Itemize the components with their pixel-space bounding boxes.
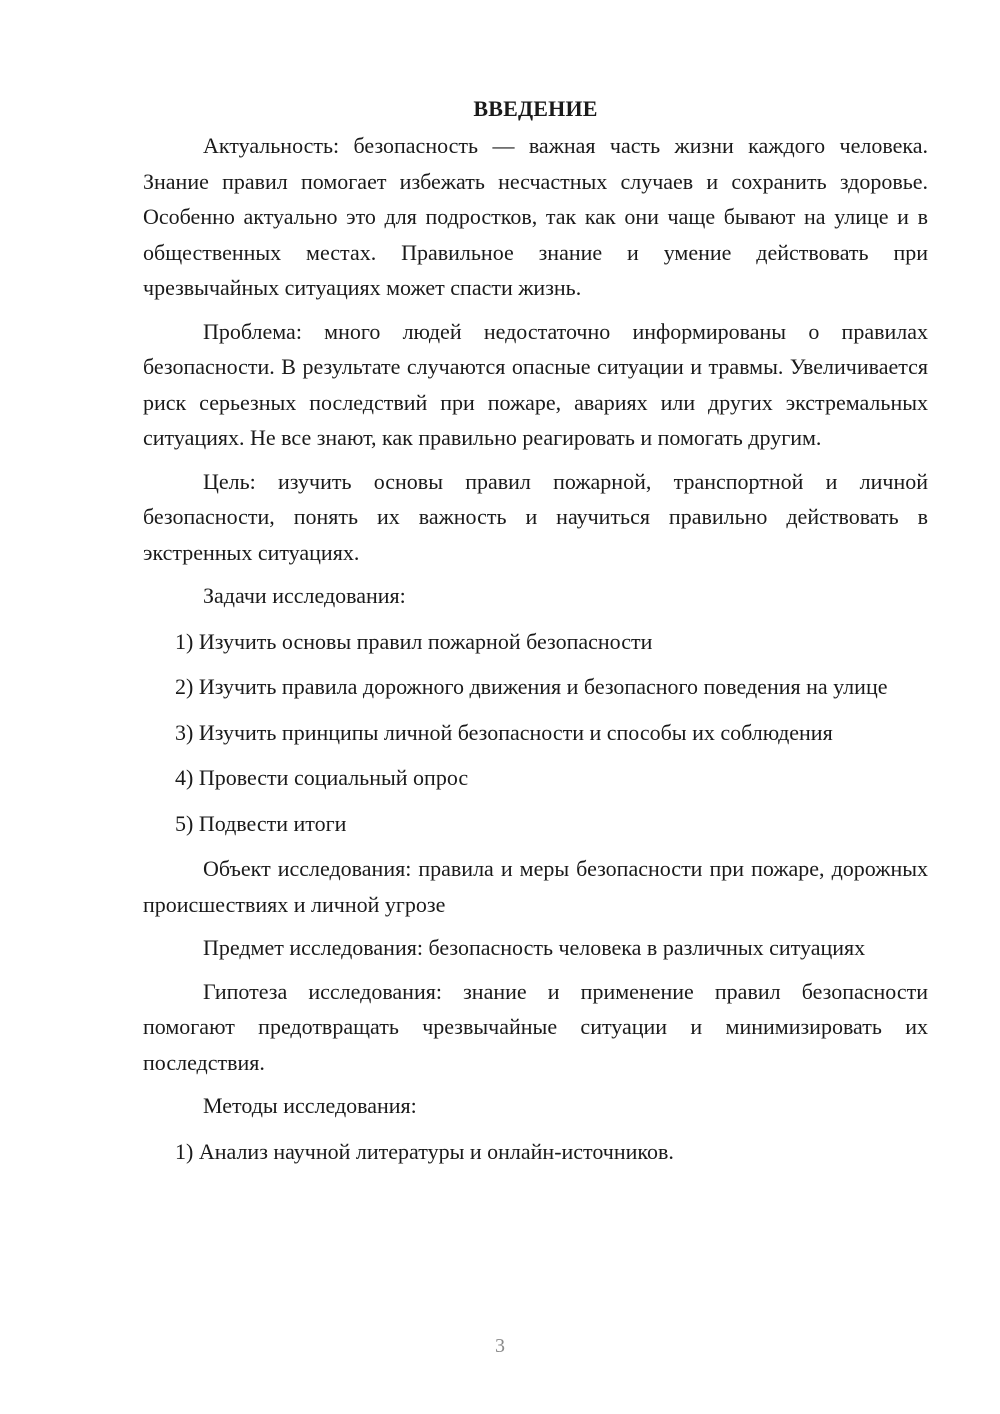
relevance-paragraph: Актуальность: безопасность — важная часть жизни каждого человека. Знание правил помогает избежать несчастных случаев и сохранить здоровье. Особенно актуально это для подростков, так как они чаще бывают на улице и в общественных местах. Правильное знание и умение действовать при чрезвычайных ситуациях может спасти жизнь.	[143, 133, 928, 300]
document-page	[143, 92, 928, 1179]
methods-heading: Методы исследования:	[203, 1093, 417, 1118]
tasks-heading: Задачи исследования:	[203, 583, 406, 608]
method-item-1: 1) Анализ научной литературы и онлайн-источников.	[175, 1138, 674, 1164]
object-paragraph: Объект исследования: правила и меры безопасности при пожаре, дорожных происшествиях и личной угрозе	[143, 856, 928, 917]
page-number: 3	[495, 1335, 505, 1357]
task-item-1: 1) Изучить основы правил пожарной безопасности	[175, 628, 653, 654]
subject-paragraph: Предмет исследования: безопасность человека в различных ситуациях	[203, 935, 866, 960]
hypothesis-paragraph: Гипотеза исследования: знание и применение правил безопасности помогают предотвращать чрезвычайные ситуации и минимизировать их последствия.	[143, 978, 928, 1075]
task-item-5: 5) Подвести итоги	[175, 810, 347, 836]
task-item-3: 3) Изучить принципы личной безопасности и способы их соблюдения	[175, 719, 833, 745]
task-item-2: 2) Изучить правила дорожного движения и безопасного поведения на улице	[175, 674, 888, 699]
goal-paragraph: Цель: изучить основы правил пожарной, транспортной и личной безопасности, понять их важность и научиться правильно действовать в экстренных ситуациях.	[143, 468, 928, 565]
task-item-4: 4) Провести социальный опрос	[175, 765, 469, 790]
problem-paragraph: Проблема: много людей недостаточно информированы о правилах безопасности. В результате случаются опасные ситуации и травмы. Увеличивается риск серьезных последствий при пожаре, авариях или других экстремальных ситуациях. Не все знают, как правильно реагировать и помогать другим.	[143, 318, 928, 450]
section-heading: ВВЕДЕНИЕ	[473, 96, 598, 121]
